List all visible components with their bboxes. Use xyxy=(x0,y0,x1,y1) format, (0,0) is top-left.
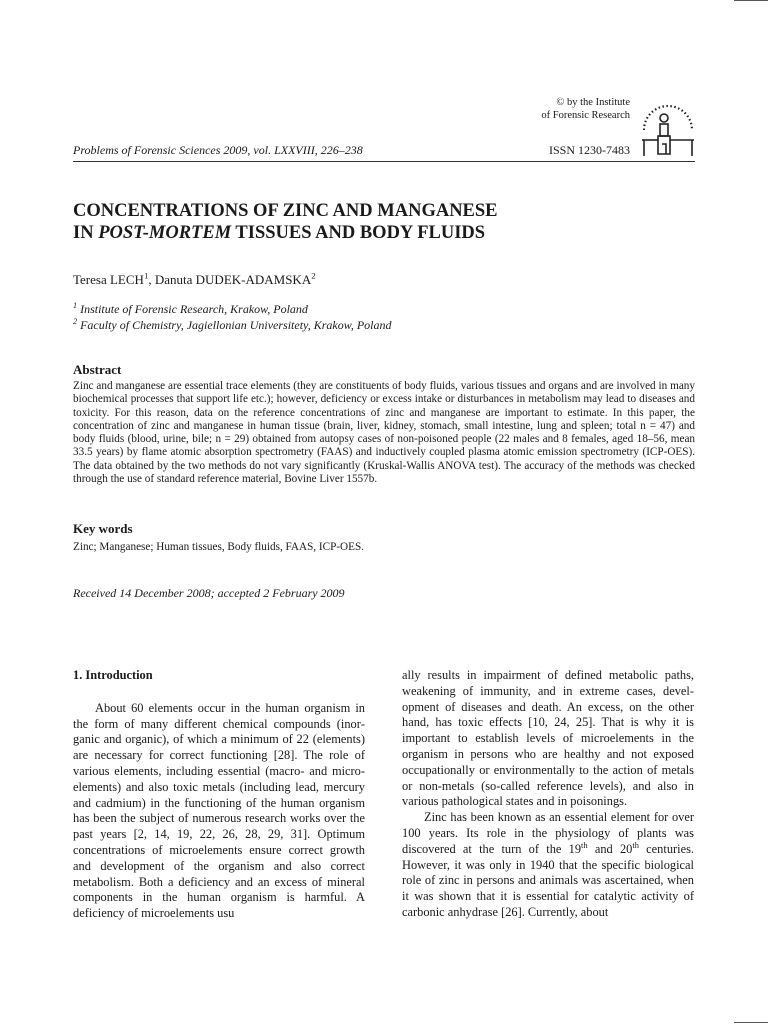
header-divider xyxy=(73,161,695,162)
institute-logo xyxy=(636,96,698,158)
issn: ISSN 1230-7483 xyxy=(548,143,630,157)
intro-paragraph-2: Zinc has been known as an essential element for over 100 years. Its role in the physiology of plants was discovered at the turn of the 19th and 20th centuries. However, it was only in 1940 that the specific biological role of zinc in persons and animals was ascertained, when it was shown that it is essential for catalytic activity of carbonic anhydrase [26]. Currently, about xyxy=(402,810,695,919)
received-date: Received 14 December 2008; accepted 2 February 2009 xyxy=(73,586,345,600)
affiliation-1: $^1$ Institute of Forensic Research, Krakow, Poland xyxy=(73,301,308,316)
intro-paragraph-continued: ally results in impairment of defined metabolic paths, weakening of immunity, and in extreme cases, development of diseases and death. An excess, on the other hand, has toxic effects [10, 24, 25]. That is why it is important to establish levels of microelements in the organism in persons who are healthy and not exposed occupationally or environmentally to the action of metals or non-metals (so-called reference levels), and also in various pathological states and in poisonings. xyxy=(402,668,694,809)
paper-title xyxy=(73,200,693,244)
corner-rule-top xyxy=(734,0,768,1)
author-1: Teresa LECH xyxy=(73,272,144,287)
title-line-1: CONCENTRATIONS OF ZINC AND MANGANESE xyxy=(73,201,498,221)
corner-rule-bottom xyxy=(734,1022,768,1023)
author-list: Teresa LECH$^1$, Danuta DUDEK-ADAMSKA$^2$ xyxy=(73,270,316,287)
title-line-2: IN POST-MORTEM TISSUES AND BODY FLUIDS xyxy=(73,223,486,243)
abstract-heading: Abstract xyxy=(73,362,122,377)
column-right xyxy=(402,668,694,921)
keywords-heading: Key words xyxy=(73,521,133,536)
author-2: Danuta DUDEK-ADAMSKA xyxy=(154,272,312,287)
title-italic: POST-MORTEM xyxy=(98,223,232,243)
keywords-text: Zinc; Manganese; Human tissues, Body fluids, FAAS, ICP-OES. xyxy=(73,541,364,553)
journal-citation: Problems of Forensic Sciences 2009, vol. LXXVIII, 226–238 xyxy=(73,143,363,157)
copyright-notice xyxy=(430,96,630,122)
copyright-line-1: © by the Institute xyxy=(556,97,630,108)
introduction-heading: 1. Introduction xyxy=(73,668,153,682)
copyright-line-2: of Forensic Research xyxy=(541,110,630,121)
affiliation-2: $^2$ Faculty of Chemistry, Jagiellonian Universitety, Krakow, Poland xyxy=(73,317,392,332)
intro-paragraph-1: About 60 elements occur in the human organism in the form of many different chemical compounds (inorganic and organic), of which a minimum of 22 (elements) are necessary for correct functioning [28]. The role of various elements, including essential (macro- and micro-elements) and also toxic metals (including lead, mercury and cadmium) in the functioning of the human organism has been the subject of numerous research works over the past years [2, 14, 19, 22, 26, 28, 29, 31]. Optimum concentrations of microelements ensure correct growth and development of the organism and also correct metabolism. Both a deficiency and an excess of mineral components in the human organism is harmful. A deficiency of microelements usu xyxy=(73,700,365,921)
column-left xyxy=(73,668,365,922)
institute-logo-icon xyxy=(636,96,698,158)
abstract-text: Zinc and manganese are essential trace elements (they are constituents of body fluids, various tissues and organs and are involved in many biochemical processes that support life etc.); however, deficiency or excess intake or disturbances in metabolism may lead to diseases and toxicity. For this reason, data on the reference concentrations of zinc and manganese are important to estimate. In this paper, the concentration of zinc and manganese in human tissue (brain, liver, kidney, stomach, small intestine, lung and spleen; total n = 47) and body fluids (blood, urine, bile; n = 29) obtained from autopsy cases of non-poisoned people (22 males and 8 females, aged 18–56, mean 33.5 years) by flame atomic absorption spectrometry (FAAS) and inductively coupled plasma atomic emission spectrometry (ICP-OES). The data obtained by the two methods do not vary significantly (Kruskal-Wallis ANOVA test). The accuracy of the methods was checked through the use of standard reference material, Bovine Liver 1557b. xyxy=(73,380,695,486)
